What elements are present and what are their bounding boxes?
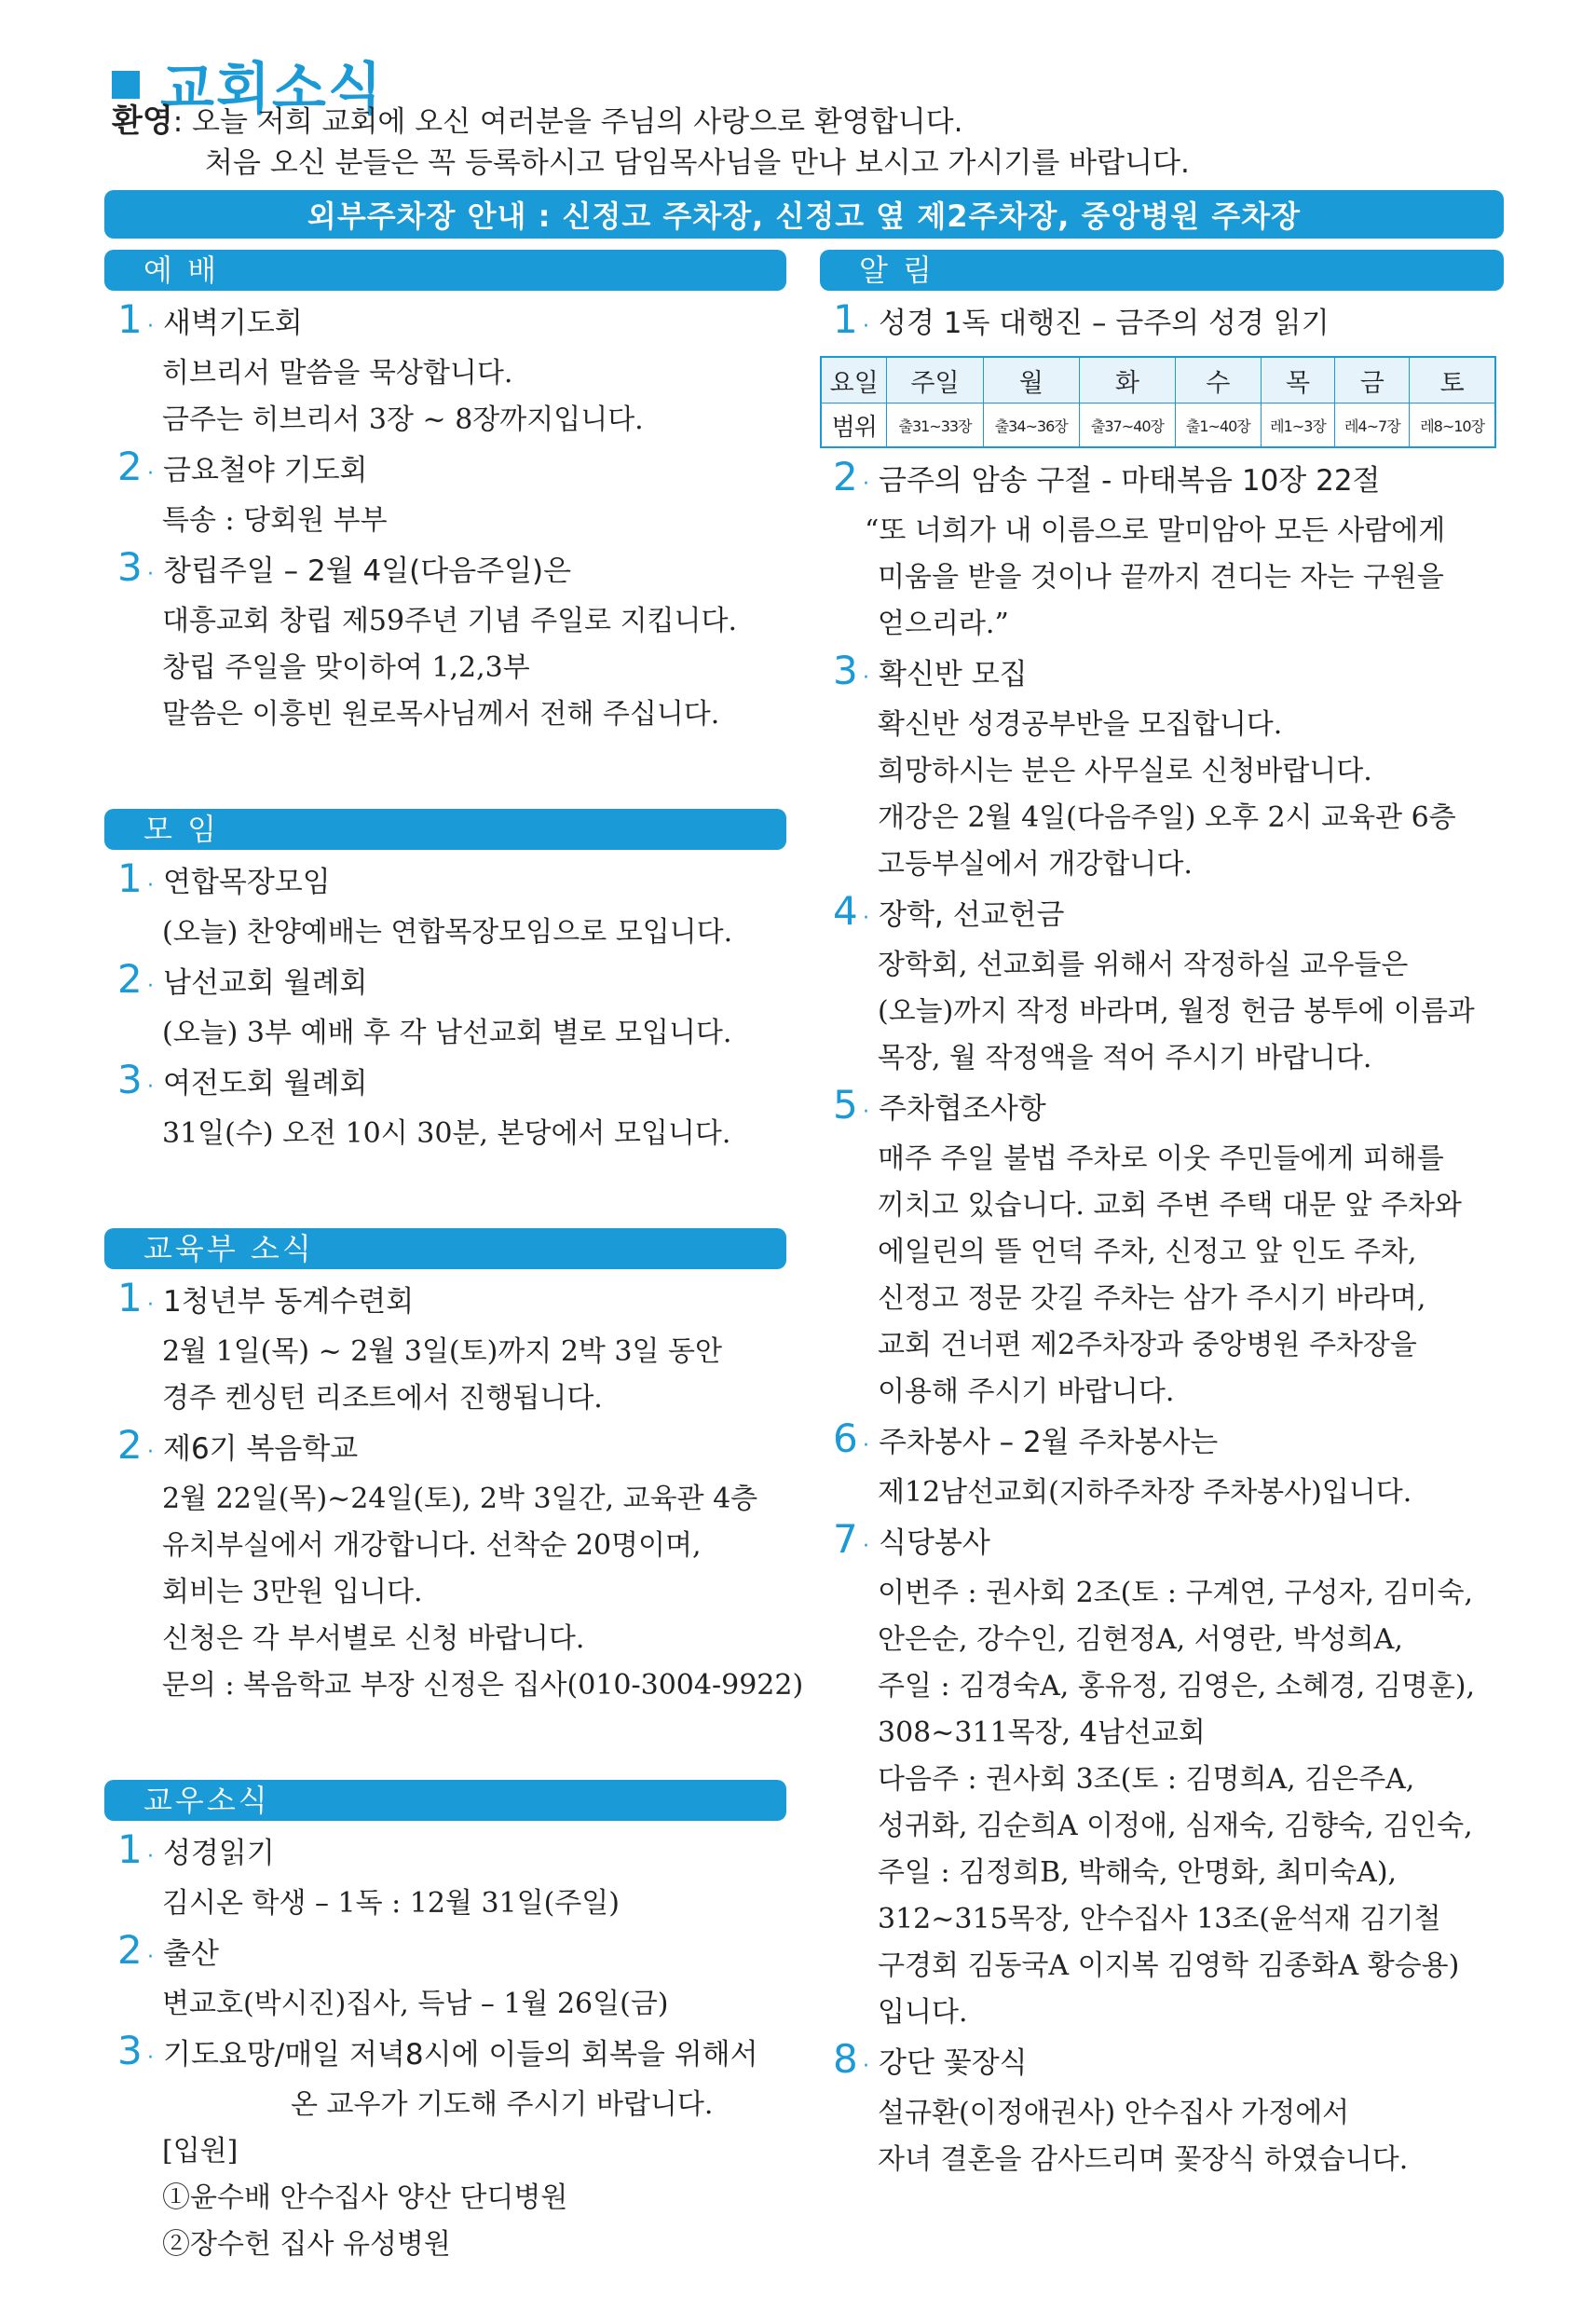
item-number: 1 <box>117 1826 143 1872</box>
section-header-notice: 알 림 <box>820 250 1504 291</box>
item-number: 7 <box>833 1516 858 1562</box>
item-dot-icon: · <box>863 907 869 930</box>
item-line: 성귀화, 김순희A 이정애, 심재숙, 김향숙, 김인숙, <box>878 1810 1473 1842</box>
item-line: 온 교우가 기도해 주시기 바랍니다. <box>291 2088 714 2121</box>
members-item-2 <box>104 1927 786 2028</box>
item-dot-icon: · <box>863 666 869 690</box>
item-dot-icon: · <box>863 315 869 338</box>
item-line: 히브리서 말씀을 묵상합니다. <box>162 357 513 390</box>
notice-item-2 <box>820 454 1504 648</box>
item-title: 1청년부 동계수련회 <box>163 1285 415 1319</box>
members-item-1 <box>104 1826 786 1927</box>
item-dot-icon: · <box>147 1075 154 1099</box>
bullet-square-icon <box>112 71 140 99</box>
item-title: 새벽기도회 <box>163 307 303 340</box>
item-line: 2월 1일(목) ~ 2월 3일(토)까지 2박 3일 동안 <box>162 1335 722 1368</box>
item-line: 매주 주일 불법 주차로 이웃 주민들에게 피해를 <box>878 1142 1444 1175</box>
members-item-3 <box>104 2028 786 2268</box>
item-dot-icon: · <box>863 2055 869 2078</box>
item-line: 이번주 : 권사회 2조(토 : 구계연, 구성자, 김미숙, <box>878 1577 1474 1609</box>
item-line: 2월 22일(목)~24일(토), 2박 3일간, 교육관 4층 <box>162 1483 758 1515</box>
item-dot-icon: · <box>147 315 154 338</box>
item-line: 문의 : 복음학교 부장 신정은 집사(010-3004-9922) <box>162 1669 804 1702</box>
item-number: 1 <box>833 296 858 342</box>
item-line: 회비는 3만원 입니다. <box>162 1576 423 1608</box>
item-line: 다음주 : 권사회 3조(토 : 김명희A, 김은주A, <box>878 1763 1415 1796</box>
item-dot-icon: · <box>147 975 154 998</box>
table-header-cell: 목 <box>1261 357 1335 403</box>
item-title: 장학, 선교헌금 <box>879 898 1065 932</box>
education-item-2 <box>104 1422 804 1709</box>
item-line: 입니다. <box>878 1996 968 2029</box>
worship-item-1 <box>104 296 786 444</box>
table-header-cell: 요일 <box>821 357 887 403</box>
parking-banner: 외부주차장 안내 : 신정고 주차장, 신정고 옆 제2주차장, 중앙병원 주차장 <box>104 190 1504 239</box>
item-dot-icon: · <box>863 1434 869 1457</box>
item-line: 개강은 2월 4일(다음주일) 오후 2시 교육관 6층 <box>878 801 1456 834</box>
item-line: ②장수헌 집사 유성병원 <box>162 2228 451 2261</box>
welcome-line-1: : 오늘 저희 교회에 오신 여러분을 주님의 사랑으로 환영합니다. <box>172 105 963 139</box>
item-line: 312~315목장, 안수집사 13조(윤석재 김기철 <box>878 1903 1441 1935</box>
item-line: 에일린의 뜰 언덕 주차, 신정고 앞 인도 주차, <box>878 1236 1417 1268</box>
item-title: 출산 <box>163 1937 219 1971</box>
item-line: 설규환(이정애권사) 안수집사 가정에서 <box>878 2097 1350 2129</box>
item-line: 고등부실에서 개강합니다. <box>878 848 1193 881</box>
item-line: 목장, 월 작정액을 적어 주시기 바랍니다. <box>878 1042 1372 1074</box>
item-title: 기도요망/매일 저녁8시에 이들의 회복을 위해서 <box>163 2038 758 2072</box>
section-header-education: 교육부 소식 <box>104 1228 786 1269</box>
item-dot-icon: · <box>147 1946 154 1969</box>
item-number: 1 <box>117 855 143 901</box>
item-line: 희망하시는 분은 사무실로 신청바랍니다. <box>878 755 1372 787</box>
item-number: 5 <box>833 1082 858 1128</box>
left-column <box>104 250 804 2268</box>
worship-item-2 <box>104 444 786 544</box>
item-title: 주차협조사항 <box>879 1092 1046 1126</box>
item-number: 2 <box>117 1927 143 1973</box>
table-header-cell: 화 <box>1079 357 1175 403</box>
item-title: 창립주일 – 2월 4일(다음주일)은 <box>163 554 572 588</box>
item-title: 성경 1독 대행진 – 금주의 성경 읽기 <box>879 307 1330 340</box>
item-line: 구경회 김동국A 이지복 김영학 김종화A 황승용) <box>878 1949 1460 1982</box>
item-dot-icon: · <box>863 1535 869 1558</box>
notice-item-5 <box>820 1082 1504 1415</box>
item-line: 308~311목장, 4남선교회 <box>878 1716 1206 1749</box>
item-dot-icon: · <box>147 563 154 586</box>
item-number: 8 <box>833 2036 858 2082</box>
item-title: 강단 꽃장식 <box>879 2046 1028 2080</box>
item-line: 끼치고 있습니다. 교회 주변 주택 대문 앞 주차와 <box>878 1189 1462 1222</box>
education-item-1 <box>104 1275 786 1422</box>
table-header-cell: 월 <box>983 357 1079 403</box>
table-cell: 레4~7장 <box>1335 403 1410 448</box>
item-line: 신정고 정문 갓길 주차는 삼가 주시기 바라며, <box>878 1282 1426 1315</box>
item-line: “또 너희가 내 이름으로 말미암아 모든 사람에게 <box>865 514 1446 547</box>
item-line: (오늘) 3부 예배 후 각 남선교회 별로 모입니다. <box>162 1017 732 1049</box>
item-number: 6 <box>833 1415 858 1461</box>
item-title: 연합목장모임 <box>163 866 331 899</box>
item-dot-icon: · <box>863 1101 869 1124</box>
table-cell: 출37~40장 <box>1079 403 1175 448</box>
item-line: 경주 켄싱턴 리조트에서 진행됩니다. <box>162 1382 603 1415</box>
item-line: 확신반 성경공부반을 모집합니다. <box>878 708 1283 741</box>
item-dot-icon: · <box>147 2046 154 2070</box>
item-line: 유치부실에서 개강합니다. 선착순 20명이며, <box>162 1529 702 1562</box>
notice-item-3 <box>820 648 1504 888</box>
item-title: 여전도회 월례회 <box>163 1067 368 1101</box>
notice-item-4 <box>820 888 1504 1082</box>
item-number: 3 <box>833 648 858 693</box>
welcome-message <box>112 101 1190 184</box>
bible-reading-table <box>820 356 1496 448</box>
item-dot-icon: · <box>147 1293 154 1317</box>
item-number: 3 <box>117 2028 143 2073</box>
item-dot-icon: · <box>147 1441 154 1464</box>
section-header-worship: 예 배 <box>104 250 786 291</box>
meeting-item-3 <box>104 1057 786 1157</box>
item-line: 안은순, 강수인, 김현정A, 서영란, 박성희A, <box>878 1623 1403 1656</box>
table-cell: 출1~40장 <box>1176 403 1262 448</box>
item-line: 교회 건너편 제2주차장과 중앙병원 주차장을 <box>878 1329 1417 1361</box>
notice-item-8 <box>820 2036 1504 2183</box>
item-line: 김시온 학생 – 1독 : 12월 31일(주일) <box>162 1887 620 1920</box>
item-title: 남선교회 월례회 <box>163 966 368 1000</box>
item-title: 금주의 암송 구절 - 마태복음 10장 22절 <box>879 464 1381 498</box>
item-title: 주차봉사 – 2월 주차봉사는 <box>879 1426 1219 1459</box>
item-line: 미움을 받을 것이나 끝까지 견디는 자는 구원을 <box>878 561 1444 594</box>
item-number: 2 <box>117 956 143 1002</box>
item-dot-icon: · <box>147 462 154 485</box>
item-dot-icon: · <box>147 1845 154 1868</box>
notice-item-7 <box>820 1516 1504 2036</box>
welcome-line-2: 처음 오신 분들은 꼭 등록하시고 담임목사님을 만나 보시고 가시기를 바랍니다. <box>205 146 1190 180</box>
item-line: 주일 : 김경숙A, 홍유정, 김영은, 소혜경, 김명훈), <box>878 1670 1476 1702</box>
item-line: 변교호(박시진)집사, 득남 – 1월 26일(금) <box>162 1988 669 2020</box>
item-title: 성경읽기 <box>163 1837 275 1870</box>
item-dot-icon: · <box>863 472 869 496</box>
item-number: 3 <box>117 544 143 590</box>
item-number: 4 <box>833 888 858 934</box>
table-cell: 레8~10장 <box>1410 403 1495 448</box>
item-line: 금주는 히브리서 3장 ~ 8장까지입니다. <box>162 403 644 436</box>
worship-item-3 <box>104 544 786 738</box>
meeting-item-1 <box>104 855 786 956</box>
right-column <box>820 250 1504 2183</box>
item-dot-icon: · <box>147 874 154 897</box>
table-header-cell: 주일 <box>887 357 983 403</box>
item-line: 말씀은 이흥빈 원로목사님께서 전해 주십니다. <box>162 698 720 731</box>
item-title: 식당봉사 <box>879 1526 990 1560</box>
item-line: 자녀 결혼을 감사드리며 꽃장식 하였습니다. <box>878 2143 1409 2176</box>
notice-item-6 <box>820 1415 1504 1516</box>
item-title: 확신반 모집 <box>879 658 1028 691</box>
section-header-meeting: 모 임 <box>104 809 786 850</box>
item-line: 장학회, 선교회를 위해서 작정하실 교우들은 <box>878 949 1409 981</box>
item-number: 1 <box>117 1275 143 1320</box>
item-title: 제6기 복음학교 <box>163 1432 359 1466</box>
table-header-cell: 수 <box>1176 357 1262 403</box>
item-line: 창립 주일을 맞이하여 1,2,3부 <box>162 651 530 684</box>
item-line: 제12남선교회(지하주차장 주차봉사)입니다. <box>878 1476 1412 1509</box>
item-line: 특송 : 당회원 부부 <box>162 504 388 537</box>
item-line: (오늘)까지 작정 바라며, 월정 헌금 봉투에 이름과 <box>878 995 1475 1028</box>
table-cell: 출34~36장 <box>983 403 1079 448</box>
section-header-members: 교우소식 <box>104 1780 786 1821</box>
item-title: 금요철야 기도회 <box>163 454 368 487</box>
table-header-cell: 금 <box>1335 357 1410 403</box>
item-line: 얻으리라.” <box>878 608 1009 640</box>
item-number: 2 <box>117 444 143 489</box>
item-line: 대흥교회 창립 제59주년 기념 주일로 지킵니다. <box>162 605 738 637</box>
table-cell: 레1~3장 <box>1261 403 1335 448</box>
welcome-label: 환영 <box>112 103 173 140</box>
item-line: ①윤수배 안수집사 양산 단디병원 <box>162 2181 568 2214</box>
item-line: 이용해 주시기 바랍니다. <box>878 1375 1175 1408</box>
page-title: 교회소식 <box>160 57 384 122</box>
item-line: 31일(수) 오전 10시 30분, 본당에서 모입니다. <box>162 1117 731 1150</box>
meeting-item-2 <box>104 956 786 1057</box>
item-number: 2 <box>117 1422 143 1468</box>
item-line: 신청은 각 부서별로 신청 바랍니다. <box>162 1622 585 1655</box>
table-cell: 범위 <box>821 403 887 448</box>
table-header-cell: 토 <box>1410 357 1495 403</box>
notice-item-1 <box>820 296 1504 448</box>
item-line: (오늘) 찬양예배는 연합목장모임으로 모입니다. <box>162 916 733 949</box>
item-number: 1 <box>117 296 143 342</box>
table-cell: 출31~33장 <box>887 403 983 448</box>
item-number: 3 <box>117 1057 143 1102</box>
item-number: 2 <box>833 454 858 499</box>
item-line: [입원] <box>162 2135 239 2167</box>
item-line: 주일 : 김정희B, 박해숙, 안명화, 최미숙A), <box>878 1856 1398 1889</box>
